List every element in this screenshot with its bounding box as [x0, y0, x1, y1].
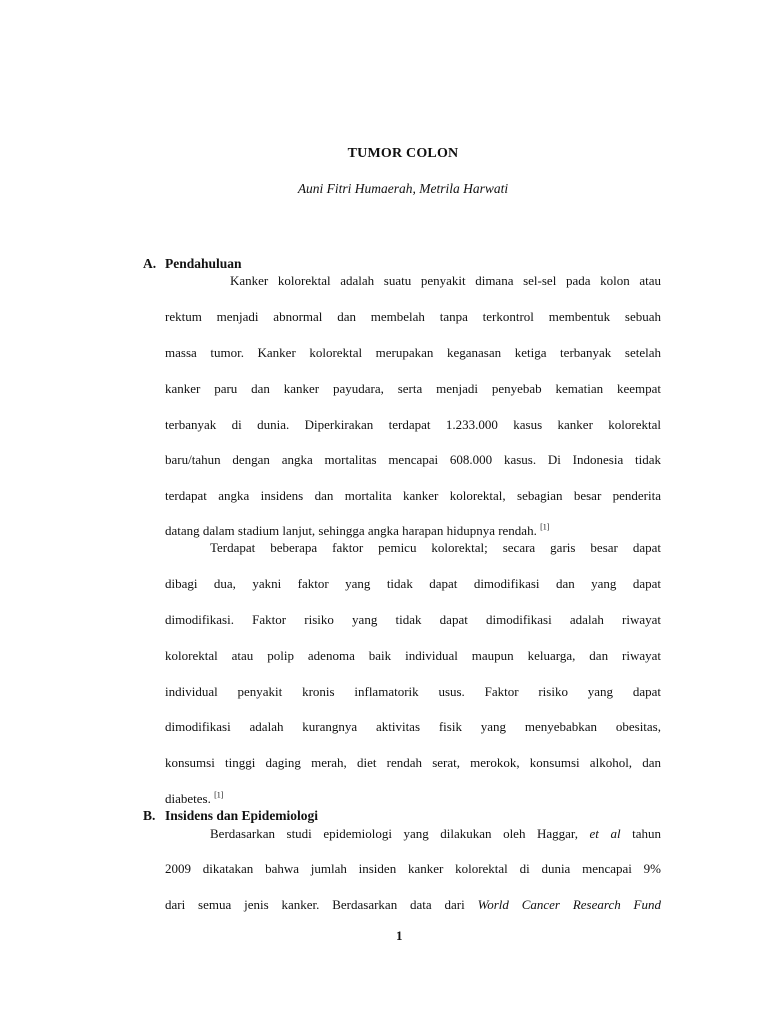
paragraph-line-text: datang dalam stadium lanjut, sehingga angka harapan hidupnya rendah.	[165, 523, 537, 538]
section-a-letter: A.	[143, 256, 157, 271]
section-a-title: Pendahuluan	[165, 256, 242, 271]
citation-ref: [1]	[214, 790, 224, 800]
paragraph-line: terbanyak di dunia. Diperkirakan terdapat 1.233.000 kasus kanker kolorektal	[165, 417, 661, 432]
paragraph-line: konsumsi tinggi daging merah, diet rendah serat, merokok, konsumsi alkohol, dan	[165, 755, 661, 770]
paragraph-line: kanker paru dan kanker payudara, serta menjadi penyebab kematian keempat	[165, 381, 661, 396]
paragraph-line: massa tumor. Kanker kolorektal merupakan keganasan ketiga terbanyak setelah	[165, 345, 661, 360]
document-authors: Auni Fitri Humaerah, Metrila Harwati	[297, 181, 509, 196]
paragraph-line: dibagi dua, yakni faktor yang tidak dapat dimodifikasi dan yang dapat	[165, 576, 661, 591]
document-title: TUMOR COLON	[347, 146, 459, 161]
paragraph-line: Terdapat beberapa faktor pemicu kolorektal; secara garis besar dapat	[210, 540, 661, 555]
paragraph-line	[210, 825, 661, 843]
paragraph-line: baru/tahun dengan angka mortalitas mencapai 608.000 kasus. Di Indonesia tidak	[165, 452, 661, 467]
paragraph-text: Berdasarkan studi epidemiologi yang dilakukan oleh Haggar,	[210, 826, 590, 841]
section-b-letter: B.	[143, 808, 156, 823]
section-a-heading	[143, 256, 242, 272]
paragraph-line	[165, 790, 661, 808]
paragraph-line: dimodifikasi adalah kurangnya aktivitas fisik yang menyebabkan obesitas,	[165, 719, 661, 734]
paragraph-italic: et al	[589, 826, 621, 841]
paragraph-line	[165, 522, 661, 540]
paragraph-line	[165, 896, 661, 914]
page-number: 1	[396, 928, 403, 943]
paragraph-italic: World Cancer Research Fund	[477, 897, 661, 912]
paragraph-text: dari semua jenis kanker. Berdasarkan data dari	[165, 897, 478, 912]
paragraph-line: 2009 dikatakan bahwa jumlah insiden kanker kolorektal di dunia mencapai 9%	[165, 861, 661, 876]
paragraph-line: rektum menjadi abnormal dan membelah tanpa terkontrol membentuk sebuah	[165, 309, 661, 324]
paragraph-line-text: diabetes.	[165, 791, 211, 806]
paragraph-line: dimodifikasi. Faktor risiko yang tidak dapat dimodifikasi adalah riwayat	[165, 612, 661, 627]
paragraph-line: Kanker kolorektal adalah suatu penyakit dimana sel-sel pada kolon atau	[230, 273, 661, 288]
section-b-heading	[143, 808, 318, 824]
citation-ref: [1]	[540, 522, 550, 532]
paragraph-line: kolorektal atau polip adenoma baik individual maupun keluarga, dan riwayat	[165, 648, 661, 663]
paragraph-line: individual penyakit kronis inflamatorik usus. Faktor risiko yang dapat	[165, 684, 661, 699]
section-b-title: Insidens dan Epidemiologi	[165, 808, 319, 823]
paragraph-line: terdapat angka insidens dan mortalita kanker kolorektal, sebagian besar penderita	[165, 488, 661, 503]
paragraph-text: tahun	[620, 826, 661, 841]
